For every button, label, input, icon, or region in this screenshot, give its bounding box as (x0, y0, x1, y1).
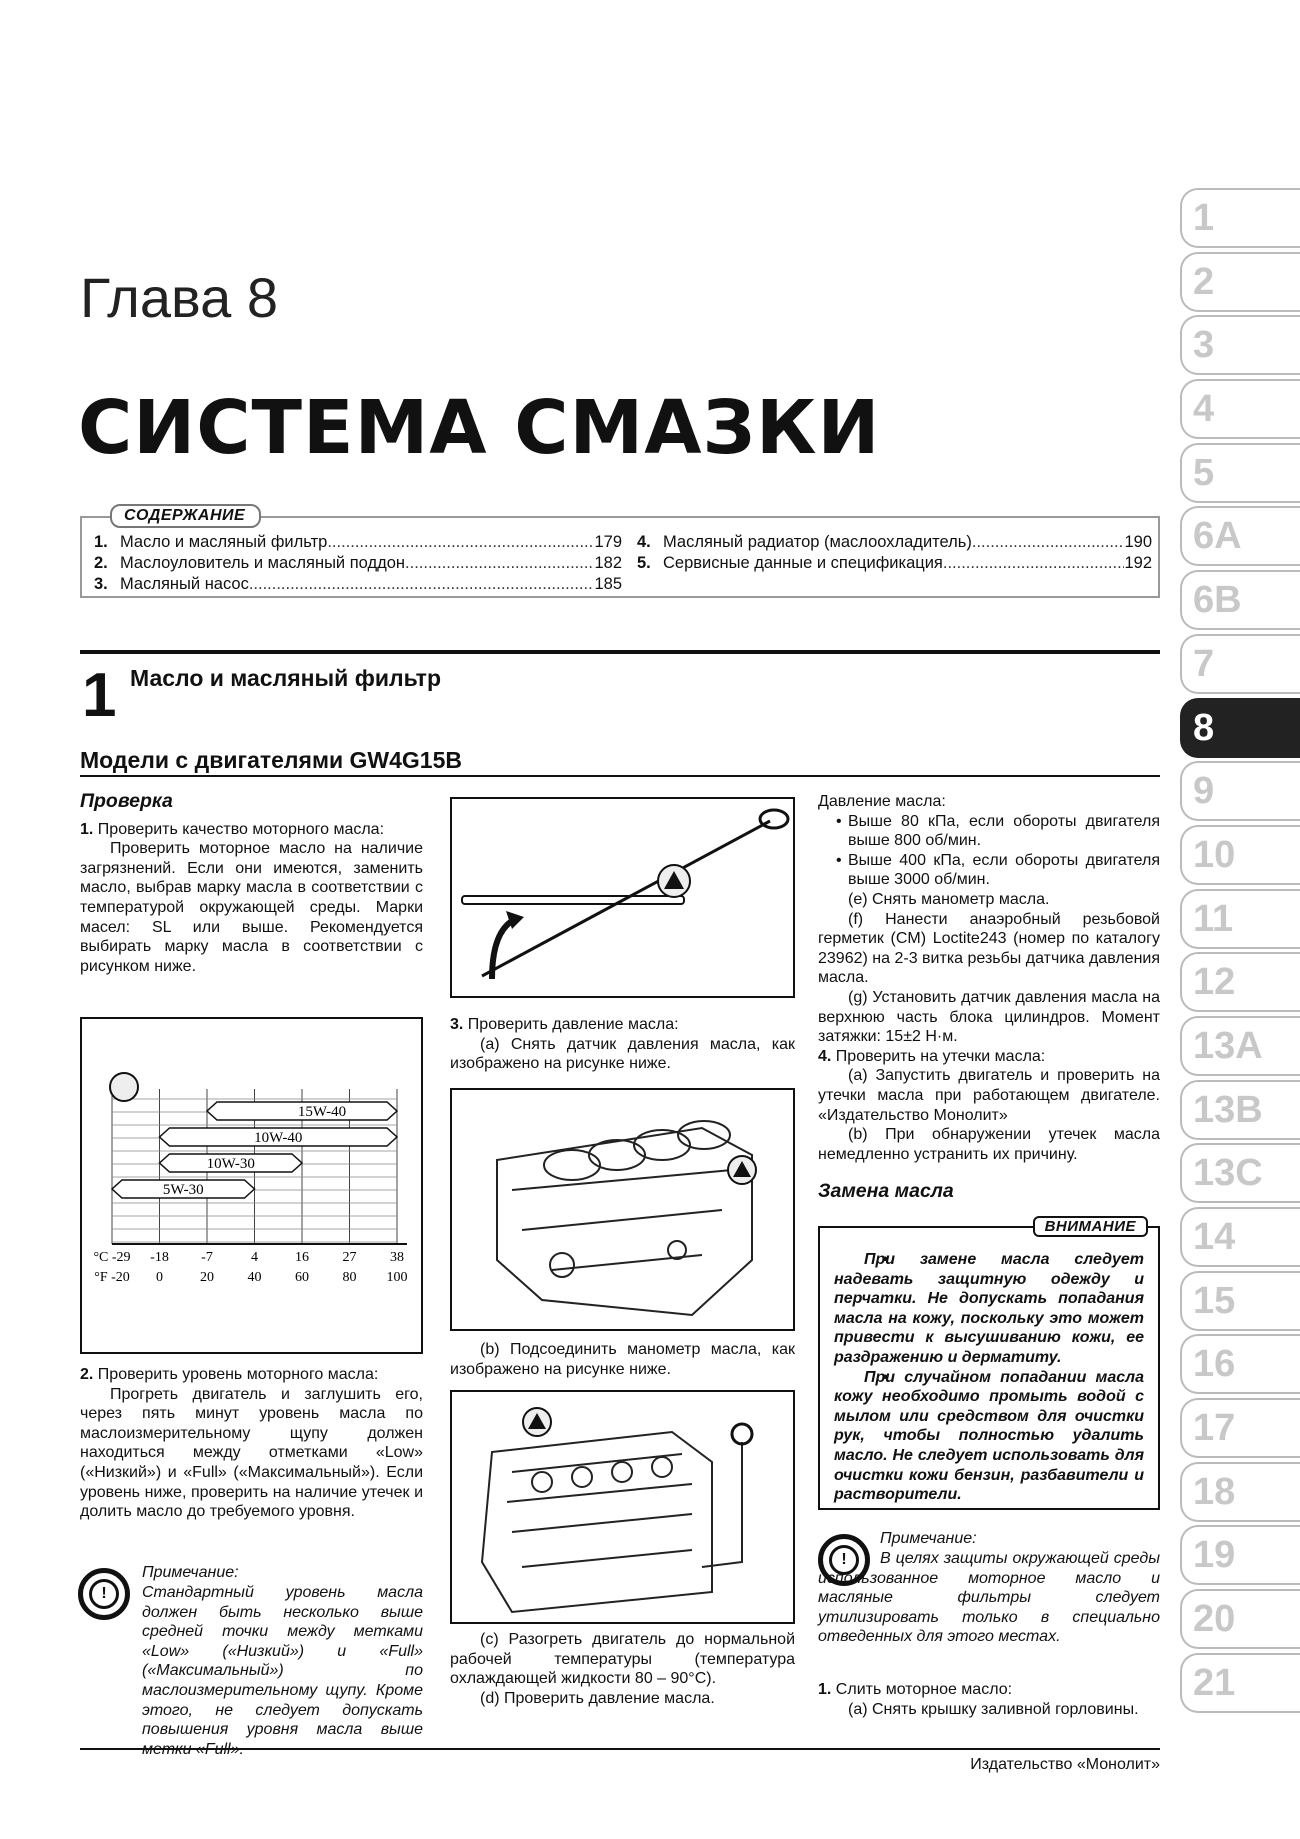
tab-chapter[interactable]: 8 (1180, 698, 1300, 758)
paragraph: (g) Установить датчик давления масла на верхнюю часть блока цилиндров. Момент затяжки: 15±2 Н·м. (818, 988, 1160, 1046)
paragraph: Проверить моторное масло на наличие загрязнений. Если они имеются, заменить масло, выбрав марку масла в соответствии с температурой окружающей среды. Марки масел: SL или выше. Рекомендуется выбирать марку масла в соответствии с рисунком ниже. (80, 840, 423, 975)
warning-text: • При замене масла следует надевать защитную одежду и перчатки. Не допускать попадания масла на кожу, поскольку это может привести к высушиванию кожи, ее раздражению и дерматиту. (834, 1250, 1144, 1368)
column-1: Проверка 1. Проверить качество моторного масла: Проверить моторное масло на наличие загрязнений. Если они имеются, заменить масло, выбрав марку масла в соответствии с температурой окружающей среды. Марки масел: SL или выше. Рекомендуется выбирать марку масла в соответствии с рисунком ниже. (80, 790, 423, 975)
tick-label-c: 4 (251, 1250, 258, 1265)
paragraph: (e) Снять манометр масла. (848, 890, 1050, 908)
paragraph: (a) Снять датчик давления масла, как изображено на рисунке ниже. (450, 1035, 795, 1073)
range-label: 15W-40 (297, 1104, 347, 1120)
paragraph: (b) Подсоединить манометр масла, как изображено на рисунке ниже. (450, 1341, 795, 1378)
warning-box (818, 1218, 1160, 1510)
tab-chapter[interactable]: 10 (1180, 825, 1300, 885)
range-bar (160, 1154, 303, 1172)
tick-label-c: 16 (295, 1250, 309, 1265)
tab-chapter[interactable]: 11 (1180, 889, 1300, 949)
warning-label: ВНИМАНИЕ (1033, 1216, 1148, 1237)
list-item: • Выше 400 кПа, если обороты двигателя выше 3000 об/мин. (818, 851, 1160, 890)
range-label: 5W-30 (162, 1182, 204, 1198)
logo-mark (110, 1073, 138, 1101)
oil-viscosity-chart (80, 1017, 423, 1354)
note-text: В целях защиты окружающей среды использованное моторное масло и масляные фильтры следует утилизировать только в специально отведенных для этого местах. (818, 1550, 1160, 1646)
tab-chapter[interactable]: 12 (1180, 952, 1300, 1012)
heading-oil-change: Замена масла (818, 1180, 954, 1203)
tab-chapter[interactable]: 13A (1180, 1016, 1300, 1076)
viscosity-chart-svg (82, 1019, 421, 1352)
toc-item[interactable]: 5. Сервисные данные и спецификация ..... 192 (637, 553, 1152, 574)
paragraph: (a) Снять крышку заливной горловины. (848, 1700, 1139, 1718)
section-number: 1 (82, 661, 117, 730)
tab-chapter[interactable]: 19 (1180, 1525, 1300, 1585)
note-col1 (80, 1563, 423, 1583)
tick-label-c: 38 (390, 1250, 404, 1265)
note-title: Примечание: (142, 1564, 239, 1581)
tab-chapter[interactable]: 9 (1180, 761, 1300, 821)
column-2-step3b (450, 1340, 795, 1379)
step-title: Слить моторное масло: (835, 1681, 1013, 1698)
step-title: Проверить на утечки масла: (835, 1047, 1046, 1065)
section-title: Масло и масляный фильтр (130, 665, 441, 691)
page-title: СИСТЕМА СМАЗКИ (78, 385, 881, 471)
paragraph: (c) Разогреть двигатель до нормальной рабочей температуры (температура охлаждающей жидкости 80 – 90°С). (450, 1631, 795, 1688)
footer-publisher: Издательство «Монолит» (970, 1756, 1160, 1773)
chapter-label: Глава 8 (80, 266, 278, 329)
tab-chapter[interactable]: 7 (1180, 634, 1300, 694)
tick-label-f: 100 (386, 1270, 408, 1285)
column-2-step3c (450, 1630, 795, 1708)
column-2-step3: 3. Проверить давление масла: (a) Снять датчик давления масла, как изображено на рисунке ниже. (450, 1016, 795, 1073)
paragraph: (b) При обнаружении утечек масла немедленно устранить их причину. (818, 1126, 1160, 1163)
tab-chapter[interactable]: 18 (1180, 1462, 1300, 1522)
tick-label-c: -18 (150, 1250, 169, 1265)
tab-chapter[interactable]: 17 (1180, 1398, 1300, 1458)
dipstick-figure (450, 797, 795, 998)
warning-text: • При случайном попадании масла кожу необходимо промыть водой с мылом или средством для очистки рук, чтобы полностью удалить масло. Не следует использовать для очистки кожи бензин, разбавители и растворители. (834, 1368, 1144, 1505)
tab-chapter[interactable]: 13B (1180, 1080, 1300, 1140)
step-title: Проверить уровень моторного масла: (97, 1366, 379, 1383)
tab-chapter[interactable]: 13C (1180, 1143, 1300, 1203)
toc-item[interactable]: 2. Маслоуловитель и масляный поддон ..... 182 (94, 553, 622, 574)
paragraph: (a) Запустить двигатель и проверить на утечки масла при работающем двигателе. «Издательство Монолит» (818, 1067, 1160, 1124)
tick-label-c: -7 (201, 1250, 213, 1265)
tab-chapter[interactable]: 6B (1180, 570, 1300, 630)
tab-chapter[interactable]: 3 (1180, 315, 1300, 375)
section-rule (80, 650, 1160, 654)
tick-label-c: °C -29 (93, 1250, 131, 1265)
tick-label-f: 20 (200, 1270, 214, 1285)
tick-label-f: 40 (247, 1270, 262, 1285)
step-title: Проверить давление масла: (467, 1016, 679, 1033)
tab-chapter[interactable]: 15 (1180, 1271, 1300, 1331)
tab-chapter[interactable]: 1 (1180, 188, 1300, 248)
tab-chapter[interactable]: 2 (1180, 252, 1300, 312)
note-title: Примечание: (880, 1530, 977, 1547)
footer-rule (80, 1748, 1160, 1750)
paragraph: (d) Проверить давление масла. (480, 1689, 715, 1707)
engine-gauge-figure (450, 1390, 795, 1624)
heading-check: Проверка (80, 790, 173, 812)
tab-chapter[interactable]: 5 (1180, 443, 1300, 503)
table-of-contents (80, 507, 1160, 598)
step-title: Проверить качество моторного масла: (97, 820, 385, 838)
tab-chapter[interactable]: 14 (1180, 1207, 1300, 1267)
toc-label: СОДЕРЖАНИЕ (110, 504, 261, 528)
column-1-lower: 2. Проверить уровень моторного масла: Прогреть двигатель и заглушить его, через пять минут уровень масла по маслоизмерительному щупу должен находиться между отметками «Low» («Низкий») и «Full» («Максимальный»). Если уровень ниже, проверить на наличие утечек и долить масло до требуемого уровня. (80, 1366, 423, 1521)
tick-label-f: 80 (342, 1270, 357, 1285)
range-bar (160, 1128, 398, 1146)
tick-label-f: 60 (295, 1270, 309, 1285)
toc-item[interactable]: 3. Масляный насос ..... 185 (94, 574, 622, 595)
tab-chapter[interactable]: 6A (1180, 506, 1300, 566)
tick-label-c: 27 (342, 1250, 357, 1265)
toc-item[interactable]: 1. Масло и масляный фильтр ..... 179 (94, 532, 622, 553)
tab-chapter[interactable]: 20 (1180, 1589, 1300, 1649)
range-bar (112, 1180, 255, 1198)
list-item: • Выше 80 кПа, если обороты двигателя выше 800 об/мин. (818, 812, 1160, 851)
subsection-title: Модели с двигателями GW4G15B (80, 747, 462, 773)
paragraph: Прогреть двигатель и заглушить его, через пять минут уровень масла по маслоизмерительному щупу должен находиться между отметками «Low» («Низкий») и «Full» («Максимальный»). Если уровень ниже, проверить на наличие утечек и долить масло до требуемого уровня. (80, 1385, 423, 1521)
tick-label-f: 0 (156, 1270, 163, 1285)
engine-block-figure (450, 1088, 795, 1331)
range-label: 10W-40 (254, 1130, 303, 1146)
pressure-title: Давление масла: (818, 793, 946, 810)
tab-chapter[interactable]: 4 (1180, 379, 1300, 439)
column-3: Давление масла: • Выше 80 кПа, если обороты двигателя выше 800 об/мин. • Выше 400 кПа, если обороты двигателя выше 3000 об/мин. (e) Снять манометр масла. (f) Нанести анаэробный резьбовой герметик (CM) Loctite243 (номер по каталогу 23962) на 2-3 витка резьбы датчика давления масла. (g) Установить датчик давления масла на верхнюю часть блока цилиндров. Момент затяжки: 15±2 Н·м. 4. Проверить на утечки масла: (a) Запустить двигатель и проверить на утечки масла при работающем двигателе. «Издательство Монолит» (b) При обнаружении утечек масла немедленно устранить их причину. Замена масла (818, 792, 1160, 1202)
chapter-tabs (1180, 188, 1300, 1717)
range-label: 10W-30 (206, 1156, 255, 1172)
toc-item[interactable]: 4. Масляный радиатор (маслоохладитель) ..... 190 (637, 532, 1152, 553)
note-icon: ! (818, 1534, 870, 1586)
tab-chapter[interactable]: 16 (1180, 1334, 1300, 1394)
tab-chapter[interactable]: 21 (1180, 1653, 1300, 1713)
subsection-rule (80, 775, 1160, 777)
range-bar (207, 1102, 397, 1120)
tick-label-f: °F -20 (94, 1270, 130, 1285)
column-3-step1: 1. Слить моторное масло: (a) Снять крышку заливной горловины. (818, 1680, 1160, 1719)
note-text: Стандартный уровень масла должен быть несколько выше средней точки между метками «Low» («Низкий») и «Full» («Максимальный») по маслоизмерительному щупу. Кроме этого, не следует допускать повышения уровня масла выше (142, 1584, 423, 1739)
note-icon: ! (78, 1568, 130, 1620)
paragraph: (f) Нанести анаэробный резьбовой герметик (CM) Loctite243 (номер по каталогу 23962) на 2-3 витка резьбы датчика давления масла. (818, 910, 1160, 987)
